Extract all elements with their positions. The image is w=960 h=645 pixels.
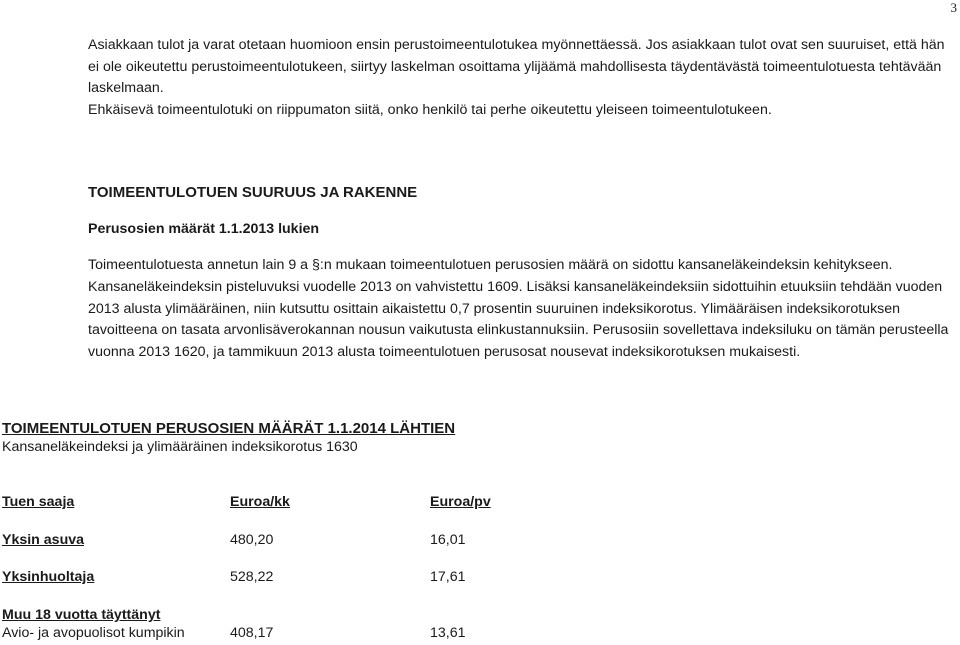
table-row: [2, 569, 602, 589]
row-monthly: 528,22: [230, 569, 274, 585]
page-number: 3: [950, 0, 957, 15]
section-title: TOIMEENTULOTUEN SUURUUS JA RAKENNE: [88, 184, 418, 201]
intro-section: [88, 35, 956, 121]
row-daily: 13,61: [430, 625, 466, 641]
row-label: Yksin asuva: [2, 532, 85, 548]
group-label: Muu 18 vuotta täyttänyt: [2, 607, 161, 623]
row-monthly: 480,20: [230, 532, 274, 548]
intro-paragraph: Asiakkaan tulot ja varat otetaan huomioon ensin perustoimeentulotukea myönnettäessä. Jos asiakkaan tulot ovat sen suuruiset, että hän ei ole oikeutettu perustoimeentulotukeen, siirtyy laskelman osoittama ylijäämä mahdollisesta täydentävästä toimeentulotuesta tehtävään laskelmaan.: [88, 37, 945, 96]
table-header-cell: Euroa/kk: [230, 494, 290, 510]
table-row: [2, 532, 602, 552]
intro-paragraph-2: Ehkäisevä toimeentulotuki on riippumaton siitä, onko henkilö tai perhe oikeutettu yleiseen toimeentulotukeen.: [88, 101, 772, 118]
table-group-row: [2, 607, 602, 627]
section2-title: TOIMEENTULOTUEN PERUSOSIEN MÄÄRÄT 1.1.2014 LÄHTIEN: [2, 420, 456, 437]
section2-subtitle: Kansaneläkeindeksi ja ylimääräinen indeksikorotus 1630: [2, 439, 358, 455]
row-label: Avio- ja avopuolisot kumpikin: [2, 625, 185, 641]
table-header-cell: Euroa/pv: [430, 494, 491, 510]
section-body: Toimeentulotuesta annetun lain 9 a §:n mukaan toimeentulotuen perusosien määrä on sidottu kansaneläkeindeksin kehitykseen. Kansaneläkeindeksin pisteluvuksi vuodelle 2013 on vahvistettu 1609. Lisäksi kansaneläkeindeksiin sidottuihin etuuksiin tehdään vuoden 2013 alusta ylimääräinen, niin kutsuttu osittain aikaistettu 0,7 prosentin suuruinen indeksikorotus. Ylimääräisen indeksikorotuksen tavoitteena on tasata arvonlisäverokannan nousun vaikutusta elinkustannuksiin. Perusosiin sovellettava indeksiluku on tämän perusteella vuonna 2013 1620, ja tammikuun 2013 alusta toimeentulotuen perusosat nousevat indeksikorotuksen mukaisesti.: [88, 257, 949, 361]
table-header-cell: Tuen saaja: [2, 494, 75, 510]
row-daily: 16,01: [430, 532, 466, 548]
row-daily: 17,61: [430, 569, 466, 585]
row-monthly: 408,17: [230, 625, 274, 641]
section-subtitle: Perusosien määrät 1.1.2013 lukien: [88, 221, 320, 237]
table-header-row: [2, 494, 602, 514]
table-row: [2, 625, 602, 645]
row-label: Yksinhuoltaja: [2, 569, 95, 585]
